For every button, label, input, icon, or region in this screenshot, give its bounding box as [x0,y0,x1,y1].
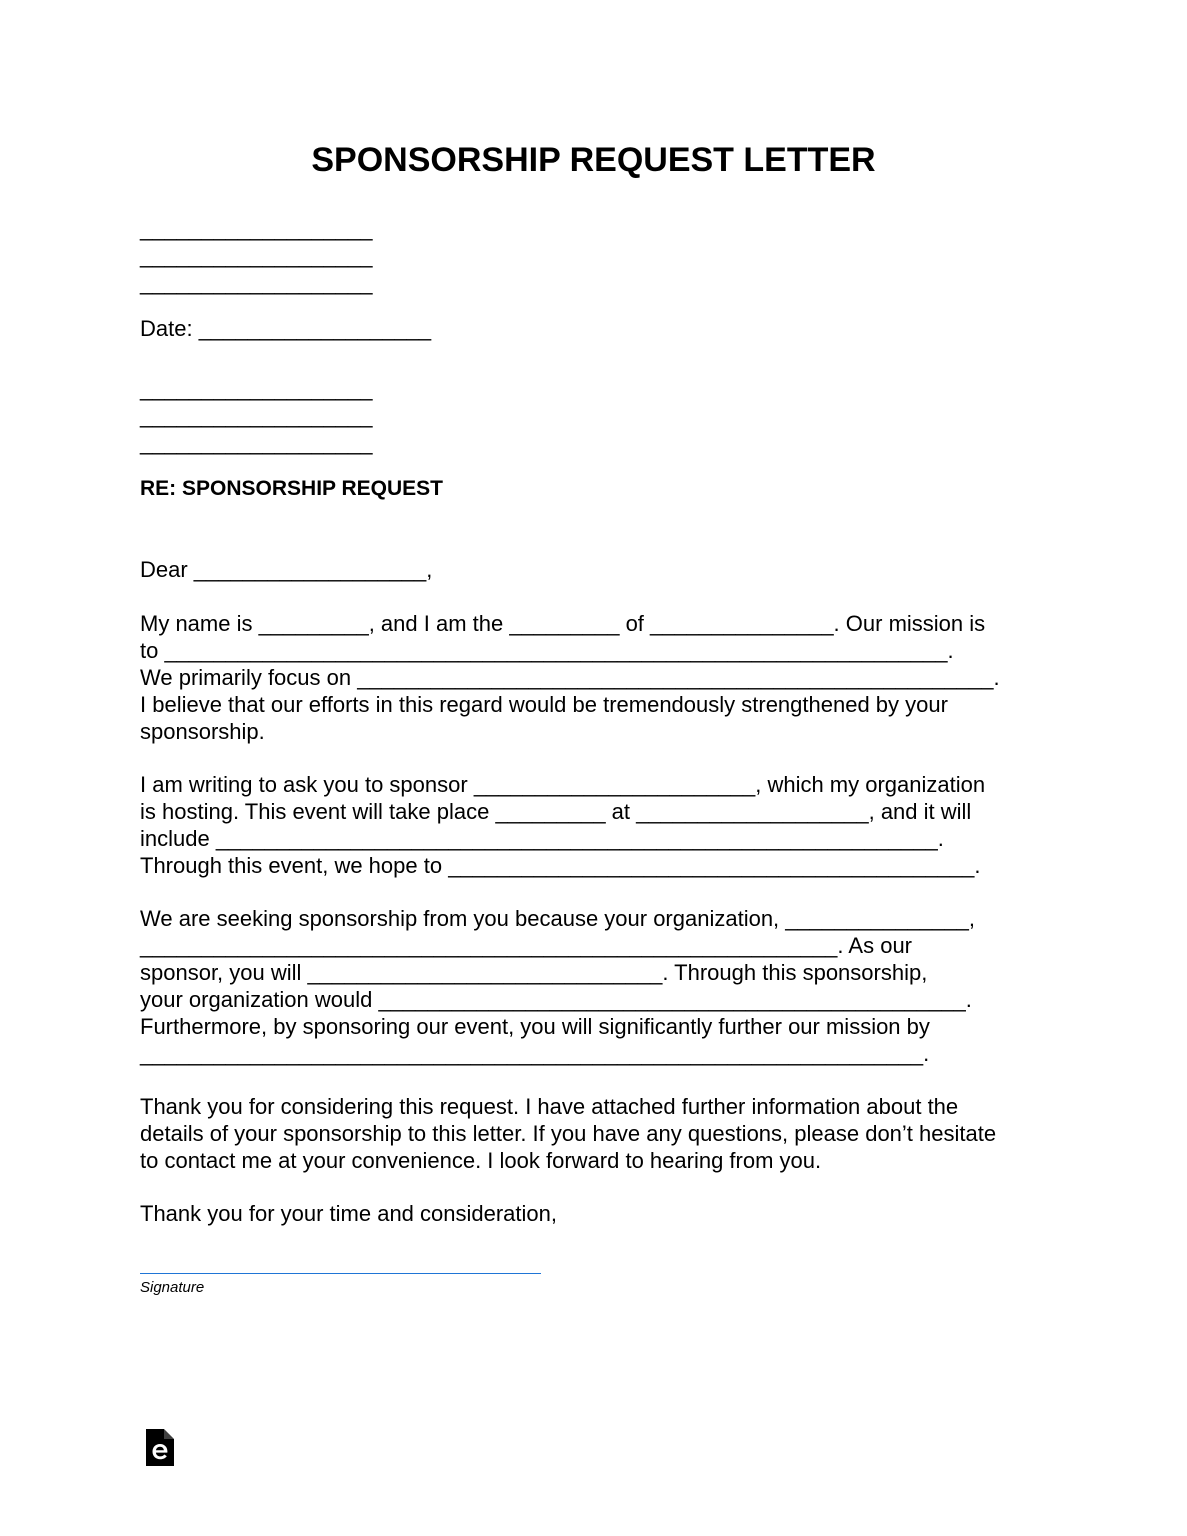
paragraph-line[interactable]: I am writing to ask you to sponsor _______________________, which my organization [140,772,986,797]
sender-address-line[interactable]: ___________________ [140,243,373,268]
signature-label: Signature [140,1279,205,1296]
paragraph-line[interactable]: sponsor, you will _____________________________. Through this sponsorship, [140,960,928,985]
date-field[interactable]: Date: ___________________ [140,316,432,341]
document-title: SPONSORSHIP REQUEST LETTER [311,141,876,179]
paragraph-line[interactable]: your organization would ________________________________________________. [140,987,972,1012]
paragraph-line[interactable]: We primarily focus on ____________________________________________________. [140,665,1000,690]
paragraph-line[interactable]: ________________________________________________________________. [140,1041,930,1066]
paragraph-line[interactable]: is hosting. This event will take place _________ at ___________________, and it will [140,799,972,824]
paragraph-line: sponsorship. [140,719,265,744]
paragraph-line: to contact me at your convenience. I look forward to hearing from you. [140,1148,822,1173]
recipient-address-line[interactable]: ___________________ [140,376,373,401]
paragraph-line: Furthermore, by sponsoring our event, you will significantly further our mission by [140,1014,930,1039]
sender-address-line[interactable]: ___________________ [140,270,373,295]
recipient-address-line[interactable]: ___________________ [140,430,373,455]
paragraph-line[interactable]: We are seeking sponsorship from you because your organization, _______________, [140,906,975,931]
paragraph-line[interactable]: _________________________________________________________. As our [140,933,913,958]
paragraph-line: I believe that our efforts in this regard would be tremendously strengthened by your [140,692,948,717]
paragraph-line[interactable]: to ________________________________________________________________. [140,638,954,663]
recipient-address-line[interactable]: ___________________ [140,403,373,428]
sender-address-line[interactable]: ___________________ [140,216,373,241]
paragraph-line: details of your sponsorship to this letter. If you have any questions, please don’t hesitate [140,1121,997,1146]
paragraph-line[interactable]: Through this event, we hope to ___________________________________________. [140,853,981,878]
salutation[interactable]: Dear ___________________, [140,557,433,582]
closing-line: Thank you for your time and consideration, [140,1201,558,1226]
eforms-logo-icon [146,1429,174,1466]
paragraph-line[interactable]: My name is _________, and I am the _________ of _______________. Our mission is [140,611,986,636]
subject-line: RE: SPONSORSHIP REQUEST [140,477,444,500]
paragraph-line[interactable]: include ___________________________________________________________. [140,826,944,851]
signature-line[interactable] [140,1273,541,1274]
paragraph-line: Thank you for considering this request. I have attached further information about the [140,1094,959,1119]
